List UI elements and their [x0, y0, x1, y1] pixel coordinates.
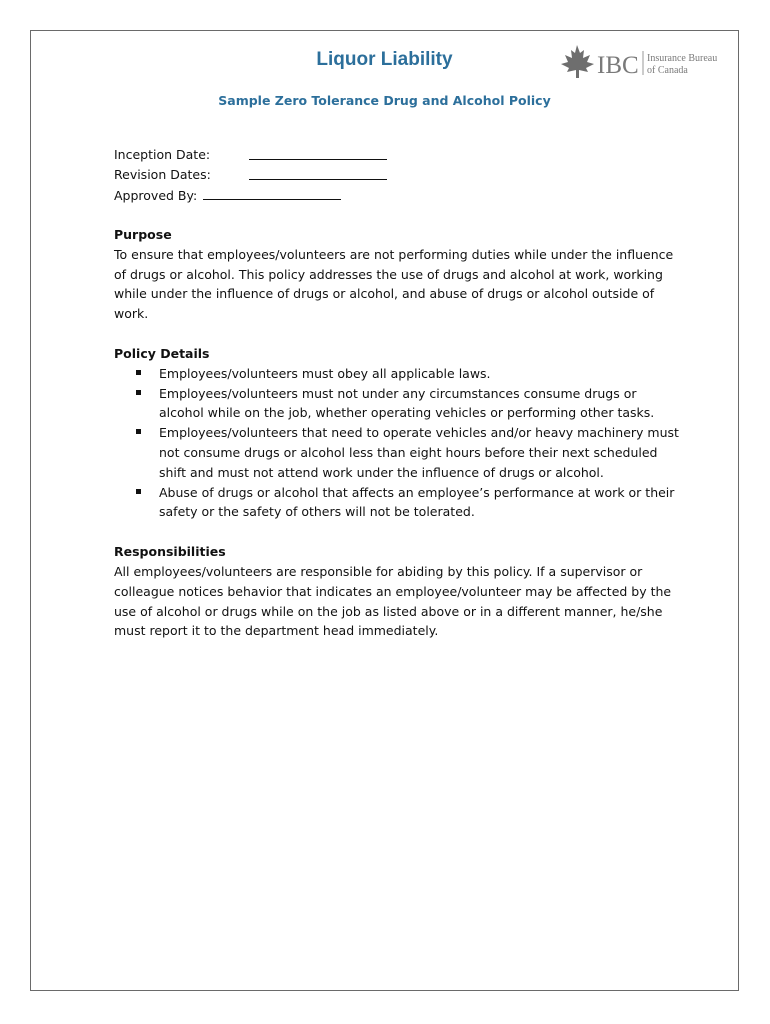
- document-title: Liquor Liability: [316, 49, 453, 70]
- list-item: [114, 384, 684, 424]
- bullet-icon: [136, 390, 141, 395]
- policy-details-list: [114, 364, 684, 522]
- revision-dates-label: Revision Dates:: [114, 167, 211, 182]
- list-item: [114, 483, 684, 523]
- approved-by-field[interactable]: [203, 185, 341, 200]
- approved-by-row: [114, 185, 684, 205]
- list-item-text: Employees/volunteers must obey all applicable laws.: [159, 365, 491, 381]
- list-item-text: Abuse of drugs or alcohol that affects an employee’s performance at work or their safety or the safety of others will not be tolerated.: [159, 484, 675, 520]
- revision-dates-row: [114, 165, 684, 185]
- list-item: [114, 423, 684, 482]
- ibc-logo: [557, 41, 717, 81]
- document-subtitle: Sample Zero Tolerance Drug and Alcohol Policy: [218, 93, 551, 108]
- list-item: [114, 364, 684, 384]
- document-body: [114, 145, 684, 641]
- responsibilities-heading: Responsibilities: [114, 544, 226, 560]
- logo-mark: IBC: [597, 52, 639, 79]
- list-item-text: Employees/volunteers must not under any circumstances consume drugs or alcohol while on the job, whether operating vehicles or performing other tasks.: [159, 385, 655, 421]
- inception-date-field[interactable]: [249, 145, 387, 160]
- approved-by-label: Approved By:: [114, 188, 198, 203]
- purpose-heading: Purpose: [114, 227, 172, 242]
- bullet-icon: [136, 489, 141, 494]
- revision-dates-field[interactable]: [249, 165, 387, 180]
- logo-line-1: Insurance Bureau: [647, 53, 717, 64]
- responsibilities-text: All employees/volunteers are responsible for abiding by this policy. If a supervisor or colleague notices behavior that indicates an employee/volunteer may be affected by the use of alcohol or drugs while on the job as listed above or in a different manner, he/she must report it to the department head immediately.: [114, 563, 672, 639]
- list-item-text: Employees/volunteers that need to operate vehicles and/or heavy machinery must not consume drugs or alcohol less than eight hours before their next scheduled shift and must not attend work under the influence of drugs or alcohol.: [159, 425, 679, 480]
- maple-leaf-icon: [561, 45, 594, 78]
- bullet-icon: [136, 429, 141, 434]
- purpose-text: To ensure that employees/volunteers are not performing duties while under the influence of drugs or alcohol. This policy addresses the use of drugs and alcohol at work, working while under the influence of drugs or alcohol, and abuse of drugs or alcohol outside of work.: [114, 246, 674, 322]
- logo-line-2: of Canada: [647, 65, 688, 76]
- inception-date-label: Inception Date:: [114, 147, 211, 162]
- policy-details-heading: Policy Details: [114, 345, 210, 361]
- bullet-icon: [136, 370, 141, 375]
- inception-date-row: [114, 145, 684, 165]
- document-page: [30, 30, 739, 991]
